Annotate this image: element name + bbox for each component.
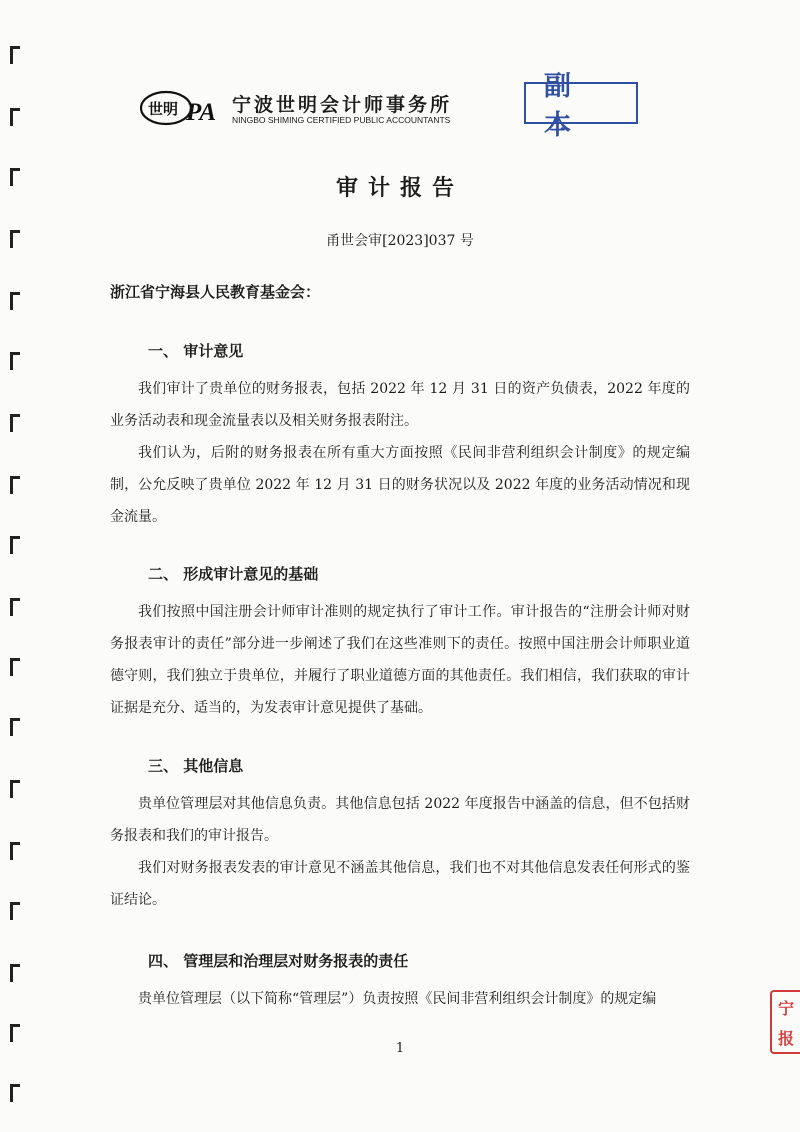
section-management-responsibility	[110, 950, 690, 1015]
firm-name-english: NINGBO SHIMING CERTIFIED PUBLIC ACCOUNTANTS	[232, 115, 451, 125]
paragraph: 我们审计了贵单位的财务报表，包括 2022 年 12 月 31 日的资产负债表，2022 年度的业务活动表和现金流量表以及相关财务报表附注。	[110, 381, 690, 429]
section-heading: 三、 其他信息	[148, 757, 244, 775]
firm-emblem-icon	[140, 90, 226, 126]
section-heading: 一、 审计意见	[148, 342, 244, 360]
paragraph: 我们对财务报表发表的审计意见不涵盖其他信息，我们也不对其他信息发表任何形式的鉴证结论。	[110, 860, 690, 908]
page-number: 1	[395, 1041, 405, 1056]
section-audit-opinion	[110, 340, 690, 533]
section-basis-for-opinion	[110, 563, 690, 724]
paragraph: 贵单位管理层（以下简称“管理层”）负责按照《民间非营利组织会计制度》的规定编	[138, 991, 657, 1007]
addressee: 浙江省宁海县人民教育基金会：	[110, 283, 321, 301]
paragraph: 贵单位管理层对其他信息负责。其他信息包括 2022 年度报告中涵盖的信息，但不包括财务报表和我们的审计报告。	[110, 796, 690, 844]
paragraph: 我们按照中国注册会计师审计准则的规定执行了审计工作。审计报告的“注册会计师对财务报表审计的责任”部分进一步阐述了我们在这些准则下的责任。按照中国注册会计师职业道德守则，我们独立于贵单位，并履行了职业道德方面的其他责任。我们相信，我们获取的审计证据是充分、适当的，为发表审计意见提供了基础。	[110, 604, 690, 716]
paragraph: 我们认为，后附的财务报表在所有重大方面按照《民间非营利组织会计制度》的规定编制，公允反映了贵单位 2022 年 12 月 31 日的财务状况以及 2022 年度的业务活动情况和现金流量。	[110, 445, 690, 525]
section-other-information	[110, 755, 690, 916]
binding-marks	[10, 0, 24, 1132]
edge-seal-char: 宁	[777, 998, 794, 1018]
firm-logo	[140, 86, 470, 132]
svg-text:世明: 世明	[148, 100, 179, 118]
edge-seal-char: 报	[777, 1028, 794, 1048]
svg-text:PA: PA	[186, 99, 217, 126]
firm-name-chinese: 宁波世明会计师事务所	[232, 94, 453, 116]
copy-stamp: 副本	[524, 82, 638, 124]
report-title: 审计报告	[335, 176, 464, 201]
document-number: 甬世会审[2023]037 号	[326, 233, 474, 249]
section-heading: 二、 形成审计意见的基础	[148, 565, 319, 583]
edge-seal	[770, 990, 800, 1054]
section-heading: 四、 管理层和治理层对财务报表的责任	[148, 952, 409, 970]
